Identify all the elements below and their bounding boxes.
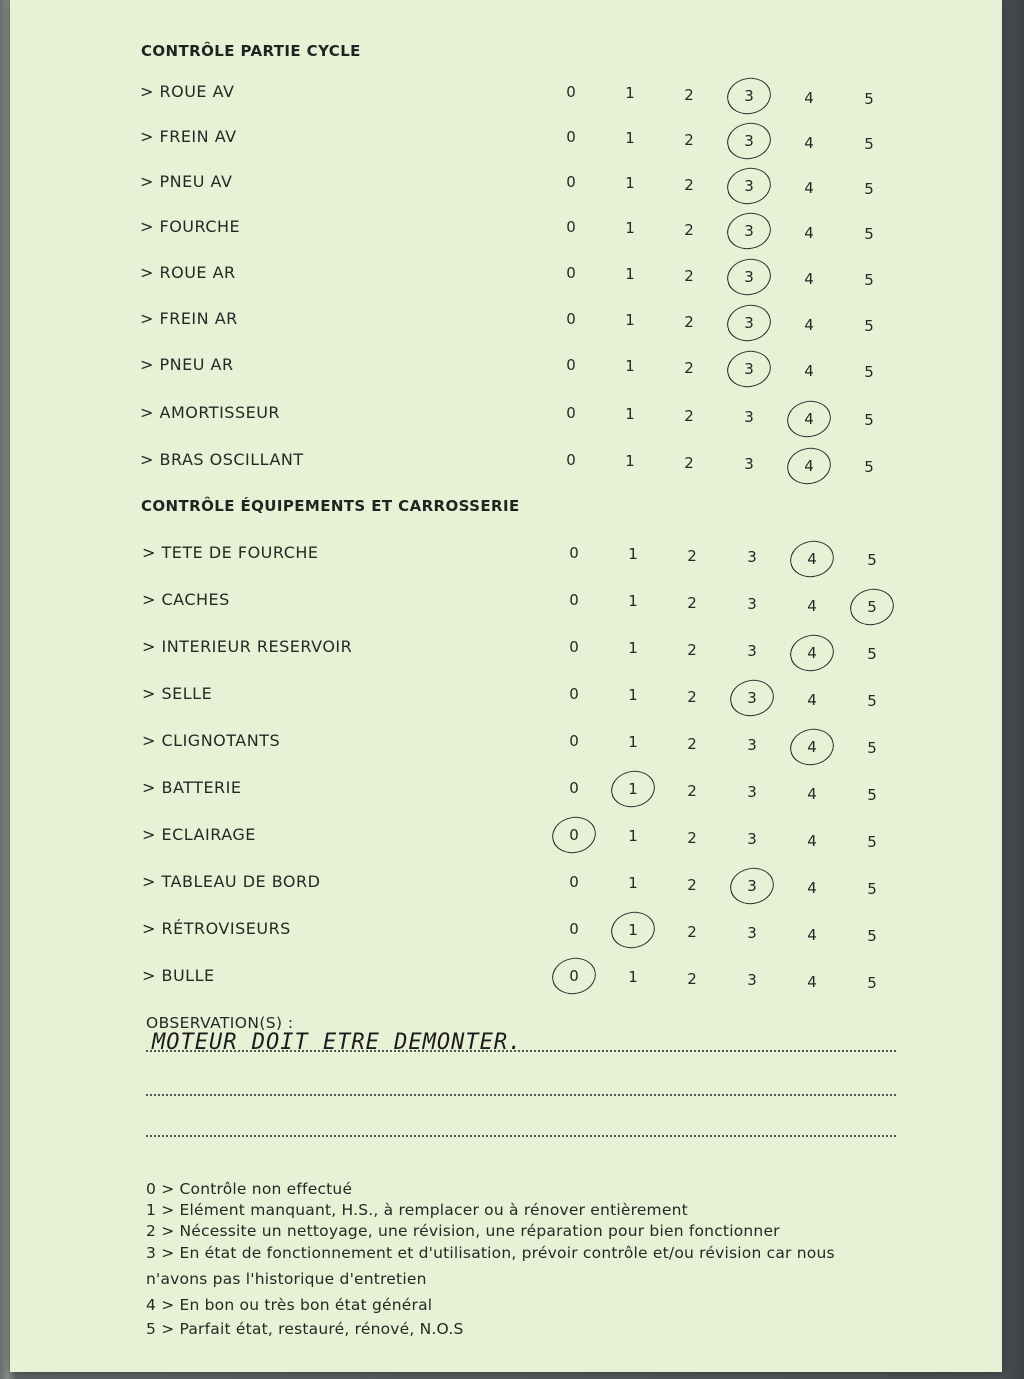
score-1[interactable]: 1: [625, 129, 635, 148]
score-4[interactable]: 4: [804, 409, 814, 428]
handwritten-circle: [727, 864, 778, 908]
score-1[interactable]: 1: [628, 874, 638, 893]
score-2[interactable]: 2: [684, 266, 694, 285]
score-1[interactable]: 1: [625, 265, 635, 284]
score-4[interactable]: 4: [807, 925, 817, 944]
score-3[interactable]: 3: [747, 971, 757, 990]
score-3[interactable]: 3: [747, 783, 757, 802]
row-label: > BRAS OSCILLANT: [140, 450, 304, 469]
score-2[interactable]: 2: [684, 85, 694, 104]
score-2[interactable]: 2: [684, 406, 694, 425]
score-5[interactable]: 5: [867, 551, 877, 569]
handwritten-circle: [787, 724, 838, 768]
row-label: > AMORTISSEUR: [140, 403, 281, 422]
handwritten-circle: [784, 443, 835, 487]
row-label: > BATTERIE: [142, 778, 242, 797]
handwritten-circle: [724, 255, 775, 299]
legend-line: 2 > Nécessite un nettoyage, une révision, une réparation pour bien fonctionner: [146, 1222, 780, 1240]
score-2[interactable]: 2: [687, 922, 697, 941]
handwritten-circle: [787, 536, 838, 580]
score-4[interactable]: 4: [807, 878, 817, 897]
score-0[interactable]: 0: [566, 83, 576, 101]
score-5[interactable]: 5: [867, 786, 877, 804]
handwritten-circle: [847, 585, 898, 629]
handwritten-circle: [608, 767, 659, 811]
score-5[interactable]: 5: [864, 317, 874, 335]
score-0[interactable]: 0: [566, 356, 576, 374]
score-3[interactable]: 3: [747, 877, 757, 896]
score-5[interactable]: 5: [864, 225, 874, 243]
score-0[interactable]: 0: [566, 173, 576, 191]
score-0[interactable]: 0: [569, 967, 579, 985]
score-4[interactable]: 4: [807, 784, 817, 803]
score-0[interactable]: 0: [566, 404, 576, 422]
row-label: > PNEU AV: [140, 172, 233, 191]
score-5[interactable]: 5: [864, 411, 874, 429]
score-5[interactable]: 5: [864, 363, 874, 381]
score-2[interactable]: 2: [687, 734, 697, 753]
score-2[interactable]: 2: [684, 312, 694, 331]
score-3[interactable]: 3: [747, 642, 757, 661]
handwritten-circle: [724, 301, 775, 345]
row-label: > SELLE: [142, 684, 213, 703]
score-2[interactable]: 2: [687, 828, 697, 847]
row-label: > TABLEAU DE BORD: [142, 872, 321, 891]
score-4[interactable]: 4: [804, 361, 814, 380]
score-1[interactable]: 1: [628, 639, 638, 658]
score-3[interactable]: 3: [744, 360, 754, 379]
score-1[interactable]: 1: [625, 452, 635, 471]
score-5[interactable]: 5: [867, 880, 877, 898]
legend-line: 4 > En bon ou très bon état général: [146, 1296, 433, 1314]
score-2[interactable]: 2: [684, 130, 694, 149]
score-5[interactable]: 5: [867, 645, 877, 663]
row-label: > TETE DE FOURCHE: [142, 543, 319, 562]
row-label: > ROUE AV: [140, 82, 235, 101]
score-4[interactable]: 4: [804, 223, 814, 242]
legend-line: 3 > En état de fonctionnement et d'utilisation, prévoir contrôle et/ou révision car nous: [146, 1244, 835, 1262]
score-5[interactable]: 5: [867, 833, 877, 851]
score-3[interactable]: 3: [744, 132, 754, 151]
score-1[interactable]: 1: [625, 357, 635, 376]
score-4[interactable]: 4: [807, 831, 817, 850]
score-4[interactable]: 4: [804, 269, 814, 288]
handwritten-circle: [549, 954, 600, 998]
score-0[interactable]: 0: [569, 591, 579, 609]
handwritten-circle: [608, 908, 659, 952]
score-3[interactable]: 3: [744, 314, 754, 333]
score-4[interactable]: 4: [807, 972, 817, 991]
score-4[interactable]: 4: [804, 178, 814, 197]
score-1[interactable]: 1: [625, 311, 635, 330]
score-2[interactable]: 2: [687, 640, 697, 659]
score-0[interactable]: 0: [566, 264, 576, 282]
score-3[interactable]: 3: [744, 87, 754, 106]
observation-line-2: [146, 1094, 896, 1096]
score-1[interactable]: 1: [625, 219, 635, 238]
row-label: > FREIN AR: [140, 309, 238, 328]
score-0[interactable]: 0: [569, 544, 579, 562]
score-3[interactable]: 3: [747, 689, 757, 708]
observations-label: OBSERVATION(S) :: [146, 1014, 294, 1032]
score-5[interactable]: 5: [867, 598, 877, 616]
score-2[interactable]: 2: [687, 969, 697, 988]
observation-line-3: [146, 1135, 896, 1137]
score-4[interactable]: 4: [807, 737, 817, 756]
score-5[interactable]: 5: [864, 90, 874, 108]
score-3[interactable]: 3: [747, 924, 757, 943]
score-3[interactable]: 3: [744, 177, 754, 196]
row-label: > RÉTROVISEURS: [142, 919, 291, 938]
score-3[interactable]: 3: [744, 408, 754, 427]
score-4[interactable]: 4: [804, 315, 814, 334]
score-1[interactable]: 1: [628, 827, 638, 846]
legend-line: 5 > Parfait état, restauré, rénové, N.O.S: [146, 1320, 464, 1338]
score-3[interactable]: 3: [747, 548, 757, 567]
score-0[interactable]: 0: [569, 779, 579, 797]
score-0[interactable]: 0: [569, 920, 579, 938]
legend-line: n'avons pas l'historique d'entretien: [146, 1270, 427, 1288]
row-label: > FOURCHE: [140, 217, 241, 236]
score-4[interactable]: 4: [804, 88, 814, 107]
score-0[interactable]: 0: [566, 451, 576, 469]
score-1[interactable]: 1: [625, 405, 635, 424]
score-2[interactable]: 2: [687, 781, 697, 800]
score-2[interactable]: 2: [684, 175, 694, 194]
score-3[interactable]: 3: [744, 268, 754, 287]
score-2[interactable]: 2: [687, 875, 697, 894]
score-3[interactable]: 3: [747, 595, 757, 614]
score-0[interactable]: 0: [566, 218, 576, 236]
row-label: > BULLE: [142, 966, 215, 985]
score-4[interactable]: 4: [804, 133, 814, 152]
score-2[interactable]: 2: [687, 546, 697, 565]
score-3[interactable]: 3: [747, 736, 757, 755]
handwritten-circle: [784, 396, 835, 440]
score-2[interactable]: 2: [687, 687, 697, 706]
section-equipment-title: CONTRÔLE ÉQUIPEMENTS ET CARROSSERIE: [141, 497, 520, 515]
score-1[interactable]: 1: [628, 968, 638, 987]
score-3[interactable]: 3: [747, 830, 757, 849]
score-4[interactable]: 4: [807, 643, 817, 662]
score-1[interactable]: 1: [628, 545, 638, 564]
handwritten-circle: [727, 676, 778, 720]
score-5[interactable]: 5: [867, 692, 877, 710]
observations-handwritten: MOTEUR DOIT ETRE DEMONTER.: [152, 1030, 523, 1055]
score-0[interactable]: 0: [566, 128, 576, 146]
row-label: > INTERIEUR RESERVOIR: [142, 637, 353, 656]
score-1[interactable]: 1: [625, 174, 635, 193]
score-1[interactable]: 1: [628, 921, 638, 940]
score-0[interactable]: 0: [569, 685, 579, 703]
score-2[interactable]: 2: [684, 220, 694, 239]
score-1[interactable]: 1: [625, 84, 635, 103]
row-label: > CACHES: [142, 590, 230, 609]
score-4[interactable]: 4: [807, 596, 817, 615]
score-1[interactable]: 1: [628, 686, 638, 705]
section-cycle-title: CONTRÔLE PARTIE CYCLE: [141, 42, 361, 60]
score-0[interactable]: 0: [569, 638, 579, 656]
score-4[interactable]: 4: [807, 690, 817, 709]
row-label: > PNEU AR: [140, 355, 234, 374]
score-5[interactable]: 5: [867, 927, 877, 945]
score-5[interactable]: 5: [867, 974, 877, 992]
score-2[interactable]: 2: [687, 593, 697, 612]
row-label: > ECLAIRAGE: [142, 825, 256, 844]
score-0[interactable]: 0: [569, 873, 579, 891]
score-3[interactable]: 3: [744, 222, 754, 241]
handwritten-circle: [724, 209, 775, 253]
score-3[interactable]: 3: [744, 455, 754, 474]
score-5[interactable]: 5: [864, 135, 874, 153]
score-4[interactable]: 4: [807, 549, 817, 568]
score-2[interactable]: 2: [684, 358, 694, 377]
score-0[interactable]: 0: [566, 310, 576, 328]
score-0[interactable]: 0: [569, 826, 579, 844]
legend-line: 1 > Elément manquant, H.S., à remplacer ou à rénover entièrement: [146, 1201, 688, 1219]
score-4[interactable]: 4: [804, 456, 814, 475]
handwritten-circle: [787, 630, 838, 674]
row-label: > FREIN AV: [140, 127, 237, 146]
handwritten-circle: [549, 813, 600, 857]
observation-line-1: [146, 1050, 896, 1052]
score-0[interactable]: 0: [569, 732, 579, 750]
row-label: > ROUE AR: [140, 263, 236, 282]
score-5[interactable]: 5: [867, 739, 877, 757]
row-label: > CLIGNOTANTS: [142, 731, 281, 750]
legend-line: 0 > Contrôle non effectué: [146, 1180, 353, 1198]
score-2[interactable]: 2: [684, 453, 694, 472]
handwritten-circle: [724, 164, 775, 208]
handwritten-circle: [724, 347, 775, 391]
handwritten-circle: [724, 74, 775, 118]
score-5[interactable]: 5: [864, 271, 874, 289]
inspection-sheet: [10, 0, 1002, 1372]
score-1[interactable]: 1: [628, 780, 638, 799]
score-1[interactable]: 1: [628, 592, 638, 611]
score-5[interactable]: 5: [864, 180, 874, 198]
score-1[interactable]: 1: [628, 733, 638, 752]
score-5[interactable]: 5: [864, 458, 874, 476]
handwritten-circle: [724, 119, 775, 163]
